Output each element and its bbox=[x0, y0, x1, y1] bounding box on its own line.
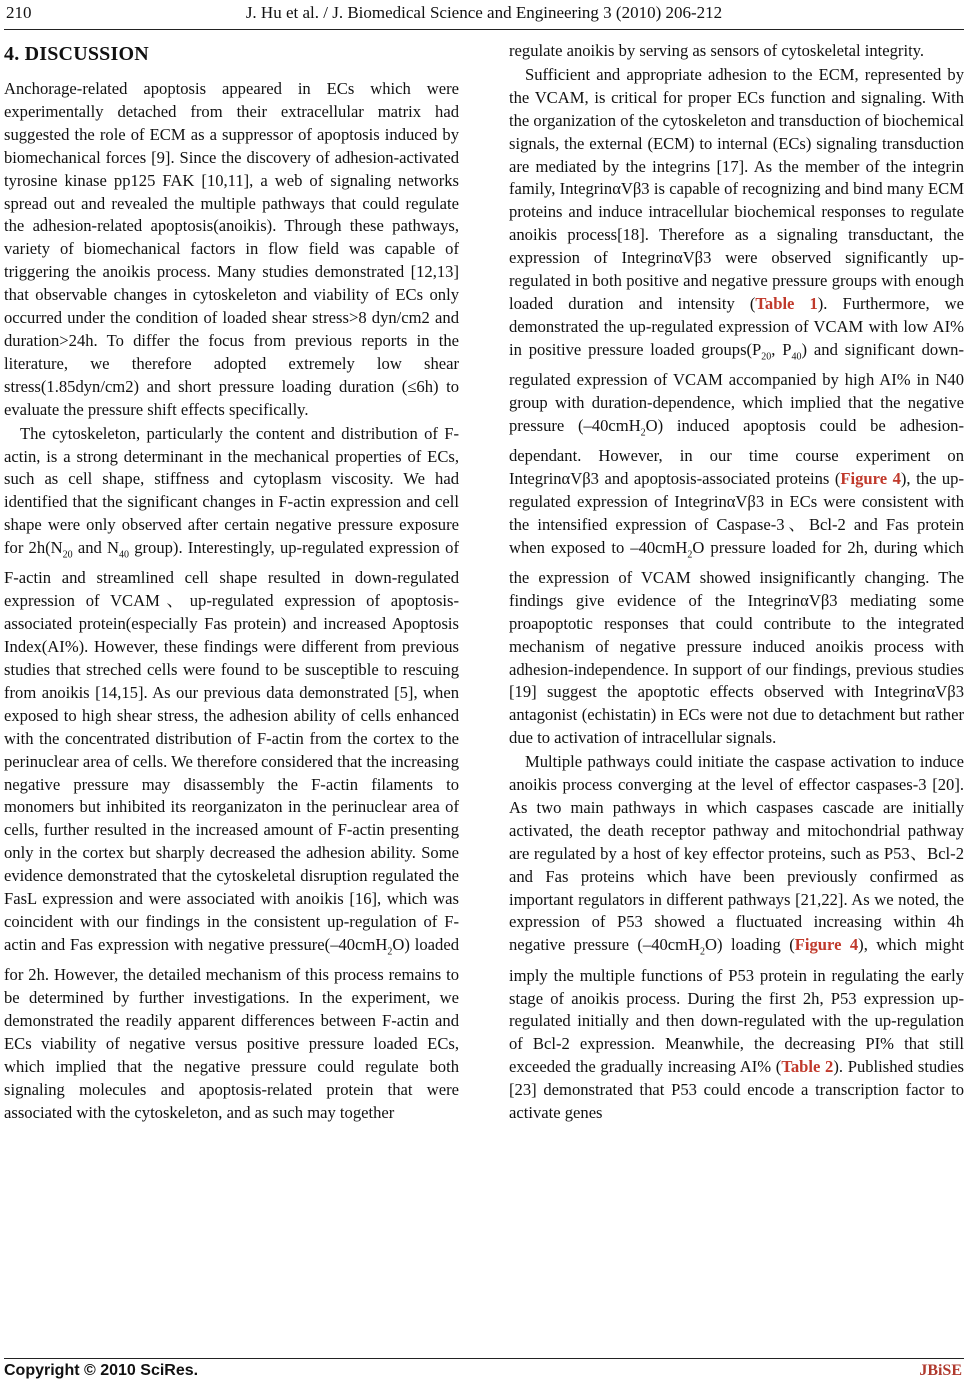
paragraph-text: and N bbox=[72, 538, 120, 558]
paragraph-text: The cytoskeleton, particularly the content and distribution of F-actin, is a strong determinant in the mechanical properties of ECs, such as cell shape, stiffness and cytoplasm viscosity. We had identified that the significant changes in F-actin expression and cell shape were only observed after certain negative pressure exposure for 2h(N bbox=[4, 423, 459, 558]
paragraph-continued bbox=[509, 40, 964, 63]
table-2-link[interactable]: Table 2 bbox=[781, 1057, 834, 1077]
paragraph-pathways bbox=[509, 751, 964, 1125]
subscript: 40 bbox=[119, 549, 130, 561]
subscript: 2 bbox=[687, 548, 693, 560]
paragraph-cytoskeleton bbox=[4, 423, 459, 1125]
paragraph-text: O) loading ( bbox=[705, 935, 795, 955]
paragraph-text: ), the up-regulated expression of IntegrinαVβ3 in ECs were consistent with the intensified expression of Caspase-3、Bcl-2 and Fas protein when exposed to –40cmH bbox=[509, 468, 965, 557]
paragraph-text: O pressure loaded for 2h, during which the expression of VCAM showed insignificantly changing. The findings give evidence of the IntegrinαVβ3 mediating some proapoptotic responses that could contribute to the integrated mechanism of negative pressure induced anoikis process with adhesion-independence. In support of our findings, previous studies [19] suggest the apoptotic effects observed with IntegrinαVβ3 antagonist (echistatin) in ECs were not due to detachment but rather due to activation of intracellular signals. bbox=[509, 537, 964, 748]
paragraph-text: ). Published studies [23] demonstrated that P53 could encode a transcription factor to activate genes bbox=[509, 1057, 964, 1123]
paragraph-text: Sufficient and appropriate adhesion to the ECM, represented by the VCAM, is critical for proper ECs function and signaling. With the organization of the cytoskeleton and transduction of biochemical signals, the external (ECM) to internal (ECs) signaling transduction are mediated by the integrins [17]. As the member of the integrin family, IntegrinαVβ3 is capable of recognizing and bind many ECM proteins and induce intracellular biochemical responses to regulate anoikis process[18]. Therefore as a signaling transductant, the expression of IntegrinαVβ3 were observed significantly up-regulated in both positive and negative pressure groups with enough loaded duration and intensity ( bbox=[509, 64, 964, 313]
subscript: 2 bbox=[640, 427, 646, 439]
paragraph-text: O) induced apoptosis could be adhesion-dependant. However, in our time course experiment on IntegrinαVβ3 and apoptosis-associated proteins ( bbox=[509, 415, 964, 488]
page-header bbox=[6, 2, 962, 26]
paragraph-text: O) loaded for 2h. However, the detailed mechanism of this process remains to be determined by further investigations. In the experiment, we demonstrated the readily apparent differences between F-actin and ECs viability of negative versus positive pressure loaded ECs, which implied that the negative pressure could regulate both signaling molecules and apoptosis-related protein that were associated with the cytoskeleton, and as such may together bbox=[4, 934, 459, 1122]
page-number: 210 bbox=[6, 3, 32, 22]
journal-abbreviation: JBiSE bbox=[919, 1362, 962, 1379]
paragraph-text: Multiple pathways could initiate the caspase activation to induce anoikis process converging at the level of effector caspases-3 [20]. As two main pathways in which caspases cascade are initially activated, the death receptor pathway and mitochondrial pathway are regulated by a host of key effector proteins, such as P53、Bcl-2 and Fas proteins which have been previously confirmed as important regulators in different pathways [21,22]. As we noted, the expression of P53 showed a fluctuated increasing within 4h negative pressure (–40cmH bbox=[509, 752, 964, 955]
paragraph-text: regulate anoikis by serving as sensors of cytoskeletal integrity. bbox=[509, 41, 925, 60]
page-footer bbox=[4, 1362, 964, 1384]
footer-divider bbox=[4, 1358, 964, 1359]
subscript: 40 bbox=[791, 351, 802, 363]
subscript: 20 bbox=[62, 549, 73, 561]
subscript: 20 bbox=[761, 351, 772, 363]
running-title: J. Hu et al. / J. Biomedical Science and Engineering 3 (2010) 206-212 bbox=[245, 3, 723, 22]
paragraph-anoikis-intro bbox=[4, 78, 459, 422]
figure-4-link[interactable]: Figure 4 bbox=[840, 468, 901, 488]
paragraph-text: ). Furthermore, we demonstrated the up-regulated expression of VCAM with low AI% in positive pressure loaded groups(P bbox=[509, 293, 964, 359]
table-1-link[interactable]: Table 1 bbox=[755, 293, 818, 313]
header-divider bbox=[4, 29, 964, 30]
paragraph-text: group). Interestingly, up-regulated expression of F-actin and streamlined cell shape resulted in down-regulated expression of VCAM、up-regulated expression of apoptosis-associated protein(especially Fas protein) and increased Apoptosis Index(AI%). However, these findings were different from previous studies that streched cells were found to be susceptible to rescuing from anoikis [14,15]. As our previous data demonstrated [5], when exposed to high shear stress, the adhesion ability of cells enhanced with the concentrated distribution of F-actin from the cortex to the perinuclear area of cells. We therefore considered that the increasing negative pressure may disassembly the F-actin filaments to monomers but inhibited its reorganizaton in the perinuclear area of cells, further resulted in the increased amount of F-actin presenting only in the cortex but sharply decreased the adhesion ability. Some evidence demonstrated that the cytoskeletal disruption regulated the FasL expression and were associated with anoikis [16], which was coincident with our findings in the consistent up-regulation of F-actin and Fas expression with negative pressure(–40cmH bbox=[4, 538, 459, 954]
figure-4-link[interactable]: Figure 4 bbox=[794, 935, 859, 955]
right-column bbox=[509, 40, 964, 1125]
section-heading: 4. DISCUSSION bbox=[4, 43, 149, 65]
paragraph-text: ), which might imply the multiple functions of P53 protein in regulating the early stage of anoikis process. During the first 2h, P53 expression up-regulated initially and then down-regulated with the up-regulation of Bcl-2 expression. Meanwhile, the decreasing PI% that still exceeded the gradually increasing AI% ( bbox=[509, 935, 964, 1077]
paragraph-text: Anchorage-related apoptosis appeared in ECs which were experimentally detached from their extracellular matrix had suggested the role of ECM as a suppressor of apoptosis induced by biomechanical forces [9]. Since the discovery of adhesion-activated tyrosine kinase pp125 FAK [10,11], a web of signaling networks spread out and revealed the multiple pathways that could regulate the adhesion-related apoptosis(anoikis). Through these pathways, variety of biomechanical factors in flow field was capable of triggering the anoikis process. Many studies demonstrated [12,13] that observable changes in cytoskeleton and viability of ECs only occurred under the condition of loaded shear stress>8 dyn/cm2 and duration>24h. To differ the focus from previous reports in the literature, we therefore adopted extremely low shear stress(1.85dyn/cm2) and short pressure loading duration (≤6h) to evaluate the pressure shift effects specifically. bbox=[4, 79, 459, 419]
paragraph-text: ) and significant down-regulated expression of VCAM accompanied by high AI% in N40 group with duration-dependence, which implied that the negative pressure (–40cmH bbox=[509, 339, 964, 435]
subscript: 2 bbox=[700, 946, 706, 958]
paragraph-text: , P bbox=[771, 339, 792, 359]
subscript: 2 bbox=[387, 946, 393, 958]
left-column bbox=[4, 40, 459, 1124]
copyright-notice: Copyright © 2010 SciRes. bbox=[4, 1362, 199, 1379]
paragraph-adhesion bbox=[509, 64, 964, 750]
